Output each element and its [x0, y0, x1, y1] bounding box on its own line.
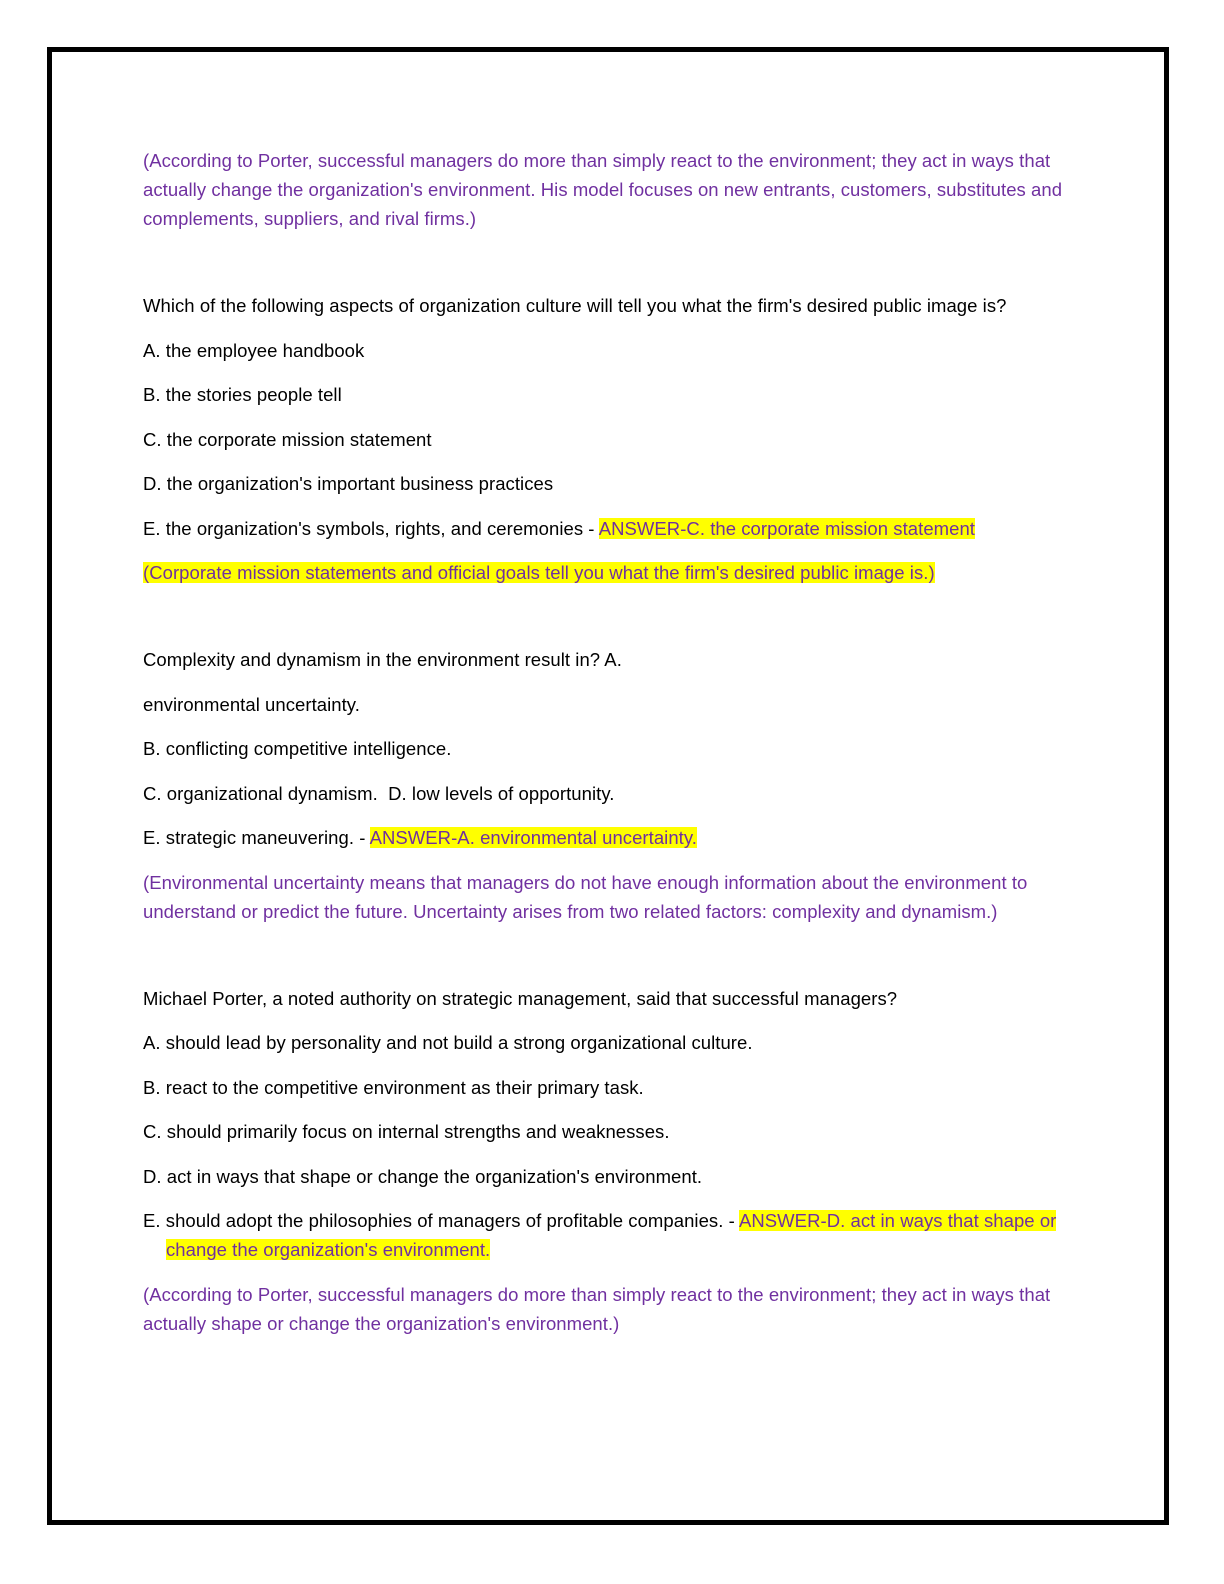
question-2-option-c-d: C. organizational dynamism. D. low levels of opportunity.: [143, 782, 615, 804]
question-1-answer: ANSWER-C. the corporate mission statement: [598, 517, 975, 539]
question-2-option-b: B. conflicting competitive intelligence.: [143, 738, 452, 759]
porter-model-explanation: (According to Porter, successful managers do more than simply react to the environment; they act in ways that actually change the organization's environment. His model focuses on new entrants, customers, substitutes and complements, suppliers, and rival firms.): [143, 150, 1063, 229]
question-2-option-e-text: E. strategic maneuvering. -: [143, 827, 366, 848]
question-1-option-e: [143, 514, 1073, 543]
question-3-option-a: A. should lead by personality and not build a strong organizational culture.: [143, 1032, 753, 1053]
question-1-option-b: B. the stories people tell: [143, 384, 342, 405]
question-3-option-e: [143, 1206, 1073, 1264]
question-2-explanation: (Environmental uncertainty means that managers do not have enough information about the environment to understand or predict the future. Uncertainty arises from two related factors: complexity and dynamism.): [143, 871, 1028, 922]
question-1-option-d: D. the organization's important business practices: [143, 473, 554, 494]
question-2-option-a: environmental uncertainty.: [143, 693, 360, 715]
question-3-option-e-text: E. should adopt the philosophies of managers of profitable companies. -: [143, 1210, 735, 1231]
question-3-explanation: (According to Porter, successful managers do more than simply react to the environment; they act in ways that actually shape or change the organization's environment.): [143, 1283, 1051, 1334]
question-3-answer: ANSWER-D. act in ways that shape or change the organization's environment.: [166, 1210, 1057, 1260]
question-1-explanation: (Corporate mission statements and official goals tell you what the firm's desired public image is.): [143, 562, 935, 583]
question-1-option-c: C. the corporate mission statement: [143, 428, 432, 450]
question-2-answer: ANSWER-A. environmental uncertainty.: [369, 827, 697, 848]
question-3-option-b: B. react to the competitive environment as their primary task.: [143, 1076, 644, 1098]
question-1-explanation-line: [143, 558, 1073, 587]
document-body: [143, 146, 1073, 1338]
question-2-option-e: [143, 823, 1073, 852]
question-3-text: Michael Porter, a noted authority on strategic management, said that successful managers?: [143, 987, 898, 1009]
question-1-text: Which of the following aspects of organization culture will tell you what the firm's desired public image is?: [143, 295, 1007, 316]
question-3-option-c: C. should primarily focus on internal strengths and weaknesses.: [143, 1121, 670, 1142]
question-1-option-e-text: E. the organization's symbols, rights, and ceremonies -: [143, 517, 595, 539]
question-3-option-d: D. act in ways that shape or change the organization's environment.: [143, 1165, 703, 1187]
question-1-option-a: A. the employee handbook: [143, 339, 365, 361]
question-2-text: Complexity and dynamism in the environment result in? A.: [143, 649, 622, 670]
